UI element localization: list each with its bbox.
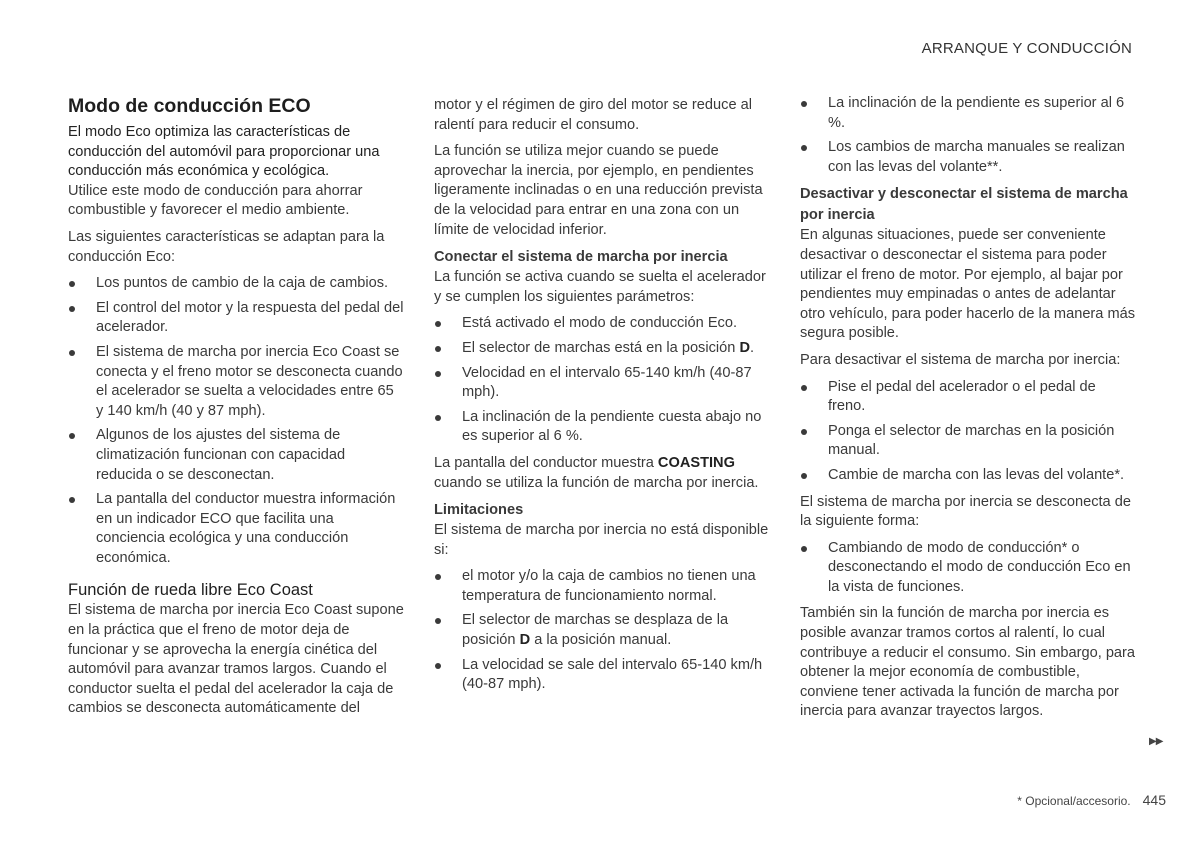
bullet-icon <box>69 497 75 503</box>
paragraph: El sistema de marcha por inercia no está disponible si: <box>434 522 769 558</box>
bullet-icon <box>801 145 807 151</box>
bullet-icon <box>435 415 441 421</box>
bullet-icon <box>801 101 807 107</box>
list-item <box>434 364 770 403</box>
paragraph: El sistema de marcha por inercia se desconecta de la siguiente forma: <box>800 493 1131 530</box>
paragraph <box>434 454 770 493</box>
coasting-label: COASTING <box>657 454 735 471</box>
list-item-text: El control del motor y la respuesta del pedal del acelerador. <box>96 299 404 336</box>
list-item <box>800 94 1136 133</box>
paragraph: También sin la función de marcha por inercia es posible avanzar tramos cortos al ralentí, lo cual contribuye a reducir el consumo. Sin embargo, para obtener la mejor economía de combustible, conviene tener activada la función de marcha por inercia para avanzar trayectos largos. <box>800 605 1136 720</box>
list-item-text: Los cambios de marcha manuales se realizan con las levas del volante**. <box>828 139 1125 175</box>
bullet-icon <box>801 473 807 479</box>
list-item-text: La pantalla del conductor muestra información en un indicador ECO que facilita una conciencia ecológica y una conducción económica. <box>96 491 396 566</box>
paragraph: El sistema de marcha por inercia Eco Coast supone en la práctica que el freno de motor deja de funcionar y se aprovecha la energía cinética del automóvil para avanzar tramos largos. Cuando el conductor suelta el pedal del acelerador la caja de cambios se desconecta automáticamente del <box>68 602 404 717</box>
heading-connect-coast: Conectar el sistema de marcha por inercia <box>434 249 728 266</box>
bullet-icon <box>69 433 75 439</box>
list-item <box>68 426 404 485</box>
bullet-icon <box>69 306 75 312</box>
bullet-icon <box>801 546 807 552</box>
list-item <box>434 567 770 606</box>
list-item-text: . <box>749 339 755 356</box>
bullet-icon <box>435 321 441 327</box>
list-item-text: El selector de marchas está en la posición <box>462 339 740 356</box>
paragraph: La función se utiliza mejor cuando se puede aprovechar la inercia, por ejemplo, en pendientes ligeramente inclinadas o en una reducción prevista de la velocidad para entrar en una zona con un límite de velocidad inferior. <box>434 143 763 238</box>
bullet-icon <box>801 429 807 435</box>
list-item-text: La inclinación de la pendiente es superior al 6 %. <box>828 95 1125 131</box>
list-item-text: el motor y/o la caja de cambios no tienen una temperatura de funcionamiento normal. <box>462 568 756 604</box>
connect-conditions-list <box>434 314 770 447</box>
list-item <box>800 422 1136 461</box>
list-item-text: Los puntos de cambio de la caja de cambios. <box>96 275 389 292</box>
page-number: 445 <box>1142 792 1166 808</box>
disconnect-list <box>800 539 1136 598</box>
column-1 <box>68 94 404 726</box>
paragraph: La función se activa cuando se suelta el acelerador y se cumplen los siguientes parámetros: <box>434 269 766 305</box>
paragraph: Utilice este modo de conducción para ahorrar combustible y favorecer el medio ambiente. <box>68 182 363 219</box>
list-item-text: La inclinación de la pendiente cuesta abajo no es superior al 6 %. <box>462 408 762 445</box>
list-item <box>800 378 1136 417</box>
bullet-icon <box>801 385 807 391</box>
list-item <box>434 339 770 359</box>
heading-disable-coast: Desactivar y desconectar el sistema de marcha por inercia <box>800 186 1128 224</box>
section-subtitle: Función de rueda libre Eco Coast <box>68 581 313 600</box>
column-2 <box>434 96 770 702</box>
list-item <box>68 274 404 294</box>
paragraph: En algunas situaciones, puede ser conveniente desactivar o desconectar el sistema para poder utilizar el freno de motor. Por ejemplo, al bajar por pendientes muy empinadas o antes de adelantar otro vehículo, para poder hacerlo de la manera más segura posible. <box>800 227 1136 342</box>
list-item-text: Pise el pedal del acelerador o el pedal de freno. <box>828 378 1096 415</box>
list-item-text: Velocidad en el intervalo 65-140 km/h (40-87 mph). <box>462 364 752 401</box>
text-fragment: cuando se utiliza la función de marcha por inercia. <box>434 474 759 491</box>
paragraph: motor y el régimen de giro del motor se reduce al ralentí para reducir el consumo. <box>434 97 752 133</box>
list-item-text: Algunos de los ajustes del sistema de climatización funcionan con capacidad reducida o se desconectan. <box>96 427 346 483</box>
list-item <box>800 466 1136 486</box>
list-item <box>68 343 404 421</box>
bullet-icon <box>435 618 441 624</box>
column-3 <box>800 94 1136 729</box>
continue-arrows-icon: ▶▶ <box>1149 736 1163 747</box>
limitations-list <box>434 567 770 695</box>
list-item-text: Está activado el modo de conducción Eco. <box>462 315 738 332</box>
list-item <box>800 539 1136 598</box>
paragraph: Para desactivar el sistema de marcha por inercia: <box>800 351 1121 368</box>
limitations-list-continued <box>800 94 1136 177</box>
bullet-icon <box>435 574 441 580</box>
bullet-icon <box>435 663 441 669</box>
list-item-text: Cambie de marcha con las levas del volante*. <box>828 466 1125 483</box>
list-item-text: Ponga el selector de marchas en la posición manual. <box>828 422 1115 459</box>
page-footer <box>1017 792 1166 808</box>
disable-steps-list <box>800 378 1136 486</box>
bullet-icon <box>69 350 75 356</box>
list-item <box>434 611 770 650</box>
gear-position: D <box>739 339 750 356</box>
list-item-text: La velocidad se sale del intervalo 65-140 km/h (40-87 mph). <box>462 656 763 693</box>
bullet-icon <box>435 371 441 377</box>
list-item <box>800 138 1136 177</box>
list-item <box>434 656 770 695</box>
section-header: ARRANQUE Y CONDUCCIÓN <box>921 40 1132 57</box>
list-item-text: a la posición manual. <box>530 632 672 649</box>
gear-position: D <box>519 632 531 649</box>
list-item-text: El sistema de marcha por inercia Eco Coast se conecta y el freno motor se desconecta cuando el acelerador se suelta a velocidades entre 65 y 140 km/h (40 y 87 mph). <box>96 343 403 419</box>
list-item-text: El selector de marchas se desplaza de la posición <box>462 612 729 649</box>
page-title: Modo de conducción ECO <box>68 95 311 117</box>
text-fragment: La pantalla del conductor muestra <box>434 454 658 471</box>
list-item <box>68 490 404 568</box>
list-item <box>434 408 770 447</box>
eco-features-list <box>68 274 404 568</box>
list-item <box>68 299 404 338</box>
bullet-icon <box>69 281 75 287</box>
paragraph: Las siguientes características se adaptan para la conducción Eco: <box>68 228 385 265</box>
heading-limitations: Limitaciones <box>434 502 524 519</box>
footnote: * Opcional/accesorio. <box>1017 794 1131 808</box>
list-item <box>434 314 770 334</box>
list-item-text: Cambiando de modo de conducción* o desconectando el modo de conducción Eco en la vista de funciones. <box>828 539 1131 595</box>
bullet-icon <box>435 346 441 352</box>
lead-paragraph: El modo Eco optimiza las características de conducción del automóvil para proporcionar una conducción más económica y ecológica. <box>68 124 380 180</box>
